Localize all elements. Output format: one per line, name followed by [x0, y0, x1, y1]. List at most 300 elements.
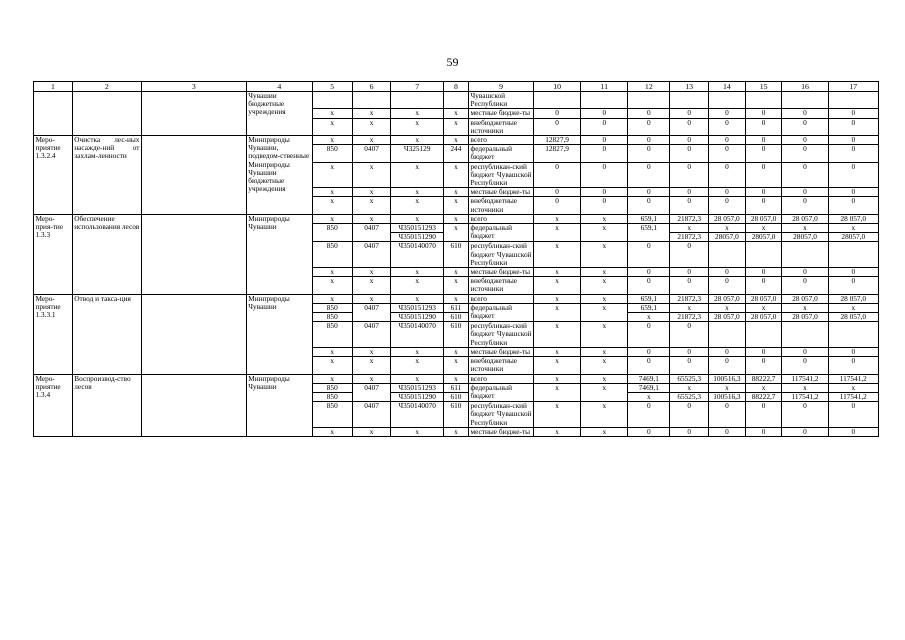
kbk-cell [312, 92, 352, 109]
funding-source-cell: федеральный бюджет [469, 224, 534, 242]
amount-cell [828, 242, 878, 268]
kbk-type-cell: 610 [443, 242, 468, 268]
kbk-section-cell: х [352, 427, 391, 436]
amount-cell: 28 057,0 [782, 294, 828, 303]
amount-cell [745, 322, 782, 348]
kbk-target-cell: Ч350151290 [391, 233, 443, 242]
page-number: 59 [446, 55, 459, 69]
kbk-section-cell: 0407 [352, 322, 391, 348]
amount-cell: х [534, 402, 581, 428]
amount-cell [581, 92, 628, 109]
kbk-cell [391, 92, 443, 109]
amount-cell: х [670, 303, 709, 312]
amount-cell: х [581, 277, 628, 294]
header-row [34, 82, 879, 92]
kbk-section-cell: 0407 [352, 303, 391, 321]
amount-cell: х [828, 303, 878, 312]
kbk-target-cell: х [391, 197, 443, 214]
header-cell: 6 [352, 82, 391, 92]
amount-cell: 0 [828, 145, 878, 162]
amount-cell: 0 [745, 197, 782, 214]
amount-cell: х [670, 224, 709, 233]
header-cell: 8 [443, 82, 468, 92]
kbk-grbs-cell: 850 [312, 242, 352, 268]
executor-cell: Минприроды Чувашии [246, 294, 312, 374]
amount-cell: 28 057,0 [745, 313, 782, 322]
amount-cell [709, 92, 746, 109]
measure-row [34, 214, 879, 223]
amount-cell: х [709, 383, 746, 392]
amount-cell: 28057,0 [709, 233, 746, 242]
funding-source-cell: федеральный бюджет [469, 145, 534, 162]
amount-cell: 0 [628, 118, 670, 135]
funding-source-cell: республикан-ский бюджет Чувашской Республики [470, 321, 532, 347]
amount-cell: 0 [581, 136, 628, 145]
amount-cell: х [782, 383, 828, 392]
amount-cell: 0 [581, 145, 628, 162]
kbk-grbs-cell: х [312, 357, 352, 374]
amount-cell: 21872,3 [670, 294, 709, 303]
amount-cell: 0 [745, 109, 782, 118]
amount-cell: 0 [828, 118, 878, 135]
amount-cell: х [534, 357, 581, 374]
amount-cell: 100516,3 [709, 374, 746, 383]
goal-cell [141, 136, 246, 215]
amount-cell: 0 [628, 268, 670, 277]
amount-cell: 0 [628, 357, 670, 374]
kbk-target-cell: х [391, 347, 443, 356]
title-cell [72, 92, 141, 136]
amount-cell: 0 [709, 268, 746, 277]
funding-source-cell: внебюджетные источники [469, 197, 534, 214]
amount-cell: 28 057,0 [709, 313, 746, 322]
kbk-type-cell: 611 [443, 383, 468, 392]
amount-cell: 0 [828, 109, 878, 118]
amount-cell: 0 [709, 427, 746, 436]
kbk-target-cell: х [391, 277, 443, 294]
amount-cell: 0 [709, 188, 746, 197]
measure-row [34, 374, 879, 383]
header-cell: 1 [34, 82, 73, 92]
kbk-type-cell: х [443, 427, 468, 436]
kbk-grbs-cell: х [312, 294, 352, 303]
kbk-type-cell: х [443, 136, 468, 145]
amount-cell: х [534, 347, 581, 356]
amount-cell: х [581, 347, 628, 356]
header-cell: 10 [534, 82, 581, 92]
amount-cell [709, 242, 746, 268]
amount-cell: 0 [670, 136, 709, 145]
funding-source-cell: республикан-ский бюджет Чувашской Республики [470, 401, 532, 427]
measure-name: Меро-прия-тие 1.3.3 [34, 214, 73, 294]
funding-source-cell: федеральный бюджет [469, 303, 534, 321]
amount-cell: 0 [709, 347, 746, 356]
kbk-section-cell: х [352, 357, 391, 374]
kbk-target-cell: х [391, 427, 443, 436]
measure-name: Меро-приятие 1.3.3.1 [34, 294, 73, 374]
amount-cell: х [534, 277, 581, 294]
amount-cell [745, 92, 782, 109]
amount-cell: 0 [782, 268, 828, 277]
amount-cell: 21872,3 [670, 214, 709, 223]
header-cell: 14 [709, 82, 746, 92]
kbk-type-cell: 610 [443, 402, 468, 428]
amount-cell: х [534, 427, 581, 436]
kbk-grbs-cell: 850 [312, 303, 352, 312]
kbk-section-cell: х [352, 277, 391, 294]
amount-cell: 0 [581, 197, 628, 214]
amount-cell: 0 [828, 188, 878, 197]
kbk-grbs-cell: 850 [312, 383, 352, 392]
amount-cell: 0 [709, 145, 746, 162]
kbk-grbs-cell: х [312, 118, 352, 135]
amount-cell: х [828, 383, 878, 392]
amount-cell: 0 [782, 188, 828, 197]
funding-source-cell: внебюджетные источники [469, 118, 534, 135]
kbk-grbs-cell: х [312, 347, 352, 356]
amount-cell: х [745, 303, 782, 312]
amount-cell: 65525,3 [670, 374, 709, 383]
amount-cell: 0 [782, 118, 828, 135]
kbk-type-cell: х [443, 109, 468, 118]
amount-cell [709, 322, 746, 348]
kbk-section-cell: х [352, 268, 391, 277]
amount-cell: х [534, 268, 581, 277]
amount-cell: 0 [745, 145, 782, 162]
amount-cell: х [581, 383, 628, 401]
kbk-type-cell: х [443, 268, 468, 277]
measure-title: Воспроизвод-ство лесов [72, 374, 141, 436]
kbk-type-cell: х [443, 197, 468, 214]
amount-cell: х [581, 268, 628, 277]
amount-cell: 0 [745, 357, 782, 374]
amount-cell: х [670, 383, 709, 392]
amount-cell: 0 [745, 277, 782, 294]
header-cell: 9 [469, 82, 534, 92]
continuation-row [34, 92, 879, 109]
amount-cell: 659,1 [628, 214, 670, 223]
kbk-type-cell: 244 [443, 145, 468, 162]
kbk-target-cell: х [391, 136, 443, 145]
amount-cell: 0 [670, 145, 709, 162]
amount-cell: 117541,2 [828, 374, 878, 383]
amount-cell: 0 [782, 197, 828, 214]
amount-cell: 0 [745, 188, 782, 197]
amount-cell: 28 057,0 [828, 313, 878, 322]
amount-cell: 0 [782, 347, 828, 356]
measure-name: Меро-приятие 1.3.2.4 [34, 136, 73, 215]
kbk-target-cell: х [391, 162, 443, 188]
amount-cell: 0 [628, 277, 670, 294]
amount-cell: х [581, 322, 628, 348]
amount-cell: 0 [782, 136, 828, 145]
executor-cell: Минприроды Чувашии [246, 214, 312, 294]
amount-cell [782, 92, 828, 109]
amount-cell: 0 [670, 188, 709, 197]
header-cell: 2 [72, 82, 141, 92]
amount-cell: 0 [534, 109, 581, 118]
kbk-section-cell: х [352, 136, 391, 145]
kbk-cell [443, 92, 468, 109]
amount-cell: х [534, 383, 581, 401]
amount-cell: 0 [709, 277, 746, 294]
amount-cell: 0 [709, 162, 746, 188]
kbk-section-cell: 0407 [352, 145, 391, 162]
funding-source-cell: всего [469, 294, 534, 303]
kbk-section-cell: х [352, 109, 391, 118]
kbk-grbs-cell: х [312, 197, 352, 214]
kbk-target-cell: х [391, 268, 443, 277]
amount-cell: х [709, 224, 746, 233]
amount-cell: 0 [581, 188, 628, 197]
amount-cell: х [628, 392, 670, 401]
amount-cell: 88222,7 [745, 392, 782, 401]
kbk-grbs-cell: 850 [312, 145, 352, 162]
amount-cell: х [828, 224, 878, 233]
amount-cell: х [534, 303, 581, 321]
kbk-target-cell: х [391, 118, 443, 135]
amount-cell: 0 [828, 268, 878, 277]
kbk-section-cell: х [352, 374, 391, 383]
kbk-type-cell: х [443, 357, 468, 374]
amount-cell: 0 [745, 162, 782, 188]
amount-cell: 0 [709, 109, 746, 118]
header-cell: 16 [782, 82, 828, 92]
amount-cell: 21872,3 [670, 233, 709, 242]
amount-cell: 7469,1 [628, 374, 670, 383]
measure-title: Очистка лес-ных насажде-ний от захлам-ленности [72, 136, 141, 215]
goal-cell [141, 294, 246, 374]
amount-cell: 117541,2 [782, 374, 828, 383]
amount-cell: 0 [828, 162, 878, 188]
amount-cell: 28 057,0 [709, 294, 746, 303]
kbk-section-cell: 0407 [352, 383, 391, 401]
amount-cell: 0 [709, 357, 746, 374]
amount-cell: х [534, 214, 581, 223]
amount-cell: х [745, 224, 782, 233]
amount-cell: х [581, 357, 628, 374]
header-cell: 12 [628, 82, 670, 92]
amount-cell: 0 [670, 357, 709, 374]
amount-cell: 0 [628, 162, 670, 188]
amount-cell: 0 [670, 242, 709, 268]
executor-cell: Чувашии бюджетные учреждения [246, 92, 312, 136]
amount-cell: х [534, 294, 581, 303]
amount-cell: 28057,0 [782, 233, 828, 242]
amount-cell: 659,1 [628, 224, 670, 242]
funding-source-cell: всего [469, 214, 534, 223]
amount-cell: 0 [534, 188, 581, 197]
amount-cell: х [628, 313, 670, 322]
amount-cell: 28057,0 [828, 233, 878, 242]
kbk-grbs-cell: х [312, 214, 352, 223]
amount-cell: 28 057,0 [782, 214, 828, 223]
kbk-target-cell: Ч350151293 [391, 224, 443, 233]
measure-title: Обеспечение использования лесов [72, 214, 141, 294]
kbk-section-cell: х [352, 188, 391, 197]
kbk-type-cell: 610 [443, 313, 468, 322]
amount-cell: 0 [828, 197, 878, 214]
amount-cell: 0 [745, 427, 782, 436]
kbk-target-cell: Ч350140070 [391, 402, 443, 428]
kbk-target-cell: х [391, 109, 443, 118]
kbk-section-cell: 0407 [352, 242, 391, 268]
amount-cell: х [534, 242, 581, 268]
amount-cell: 0 [782, 109, 828, 118]
kbk-grbs-cell: х [312, 188, 352, 197]
amount-cell [628, 92, 670, 109]
amount-cell: 0 [670, 162, 709, 188]
amount-cell: х [581, 303, 628, 321]
amount-cell: 28 057,0 [828, 214, 878, 223]
kbk-target-cell: Ч350151293 [391, 303, 443, 312]
kbk-type-cell: х [443, 294, 468, 303]
kbk-type-cell: 610 [443, 322, 468, 348]
kbk-target-cell: х [391, 214, 443, 223]
kbk-grbs-cell: х [312, 277, 352, 294]
goal-cell [141, 374, 246, 436]
kbk-type-cell: х [443, 277, 468, 294]
kbk-target-cell: Ч350151290 [391, 392, 443, 401]
amount-cell: 88222,7 [745, 374, 782, 383]
funding-source-cell: местные бюдже-ты [469, 427, 534, 436]
measure-title: Отвод и такса-ция [72, 294, 141, 374]
kbk-type-cell: х [443, 118, 468, 135]
kbk-grbs-cell: 850 [312, 392, 352, 401]
funding-source-cell: Чувашской Республики [469, 92, 534, 109]
amount-cell: 28 057,0 [745, 294, 782, 303]
amount-cell: 12827,9 [534, 136, 581, 145]
amount-cell: х [581, 402, 628, 428]
kbk-target-cell: Ч350151290 [391, 313, 443, 322]
amount-cell: 21872,3 [670, 313, 709, 322]
amount-cell: 0 [828, 277, 878, 294]
amount-cell: х [581, 214, 628, 223]
amount-cell: 0 [628, 242, 670, 268]
amount-cell: 0 [534, 162, 581, 188]
header-cell: 5 [312, 82, 352, 92]
amount-cell: 0 [670, 427, 709, 436]
header-cell: 7 [391, 82, 443, 92]
amount-cell: 117541,2 [828, 392, 878, 401]
amount-cell: 0 [628, 109, 670, 118]
amount-cell: х [581, 242, 628, 268]
amount-cell: 0 [670, 118, 709, 135]
amount-cell: 0 [628, 188, 670, 197]
funding-source-cell: республикан-ский бюджет Чувашской Республики [470, 241, 532, 267]
kbk-section-cell: х [352, 214, 391, 223]
amount-cell [782, 322, 828, 348]
kbk-grbs-cell: х [312, 268, 352, 277]
header-cell: 15 [745, 82, 782, 92]
funding-source-cell: всего [469, 374, 534, 383]
amount-cell: 0 [709, 402, 746, 428]
executor-cell: Минприроды Чувашии [246, 374, 312, 436]
amount-cell: 0 [828, 347, 878, 356]
amount-cell: 0 [628, 427, 670, 436]
amount-cell: х [534, 322, 581, 348]
measure-row [34, 294, 879, 303]
funding-source-cell: федеральный бюджет [469, 383, 534, 401]
amount-cell: 12827,9 [534, 145, 581, 162]
kbk-type-cell: х [443, 214, 468, 223]
amount-cell: 0 [628, 347, 670, 356]
kbk-grbs-cell: х [312, 136, 352, 145]
amount-cell: 659,1 [628, 294, 670, 303]
kbk-grbs-cell: 850 [312, 313, 352, 322]
amount-cell: 0 [628, 322, 670, 348]
amount-cell: 117541,2 [782, 392, 828, 401]
amount-cell: 659,1 [628, 303, 670, 312]
amount-cell: 0 [782, 277, 828, 294]
amount-cell: 0 [745, 347, 782, 356]
kbk-grbs-cell: 850 [312, 322, 352, 348]
kbk-grbs-cell: х [312, 427, 352, 436]
kbk-target-cell: Ч350140070 [391, 242, 443, 268]
amount-cell [828, 322, 878, 348]
funding-source-cell: внебюджетные источники [469, 357, 534, 374]
amount-cell: 0 [828, 357, 878, 374]
amount-cell: х [709, 303, 746, 312]
amount-cell: х [581, 294, 628, 303]
amount-cell: 0 [745, 268, 782, 277]
kbk-section-cell: х [352, 347, 391, 356]
funding-source-cell: всего [469, 136, 534, 145]
amount-cell: 28 057,0 [745, 214, 782, 223]
goal-cell [141, 214, 246, 294]
amount-cell: 0 [782, 162, 828, 188]
amount-cell: х [782, 224, 828, 233]
amount-cell: 0 [670, 322, 709, 348]
amount-cell: 0 [782, 402, 828, 428]
amount-cell [534, 92, 581, 109]
header-cell: 17 [828, 82, 878, 92]
funding-source-cell: местные бюдже-ты [469, 109, 534, 118]
kbk-section-cell: 0407 [352, 402, 391, 428]
amount-cell: х [745, 383, 782, 392]
amount-cell: 65525,3 [670, 392, 709, 401]
amount-cell: х [581, 374, 628, 383]
amount-cell: 0 [628, 197, 670, 214]
kbk-target-cell: х [391, 188, 443, 197]
funding-source-cell: местные бюдже-ты [469, 347, 534, 356]
amount-cell: 0 [709, 118, 746, 135]
amount-cell: 0 [828, 427, 878, 436]
amount-cell: 0 [628, 402, 670, 428]
amount-cell: 0 [709, 136, 746, 145]
kbk-grbs-cell: х [312, 162, 352, 188]
measure-cell [34, 92, 73, 136]
executor-cell: Минприроды Чувашии, подведом-ственные Минприроды Чувашии бюджетные учреждения [246, 136, 312, 215]
amount-cell: 0 [745, 402, 782, 428]
amount-cell: 0 [745, 136, 782, 145]
kbk-target-cell: х [391, 374, 443, 383]
kbk-target-cell: Ч325129 [391, 145, 443, 162]
funding-source-cell: внебюджетные источники [469, 277, 534, 294]
amount-cell: 0 [670, 277, 709, 294]
amount-cell: 100516,3 [709, 392, 746, 401]
amount-cell: х [534, 374, 581, 383]
amount-cell: 28 057,0 [782, 313, 828, 322]
amount-cell: 0 [670, 109, 709, 118]
kbk-type-cell: 610 [443, 392, 468, 401]
amount-cell: 28 057,0 [828, 294, 878, 303]
amount-cell [782, 242, 828, 268]
kbk-type-cell: х [443, 162, 468, 188]
goal-cell [141, 92, 246, 136]
amount-cell: 0 [628, 136, 670, 145]
amount-cell: 0 [581, 162, 628, 188]
